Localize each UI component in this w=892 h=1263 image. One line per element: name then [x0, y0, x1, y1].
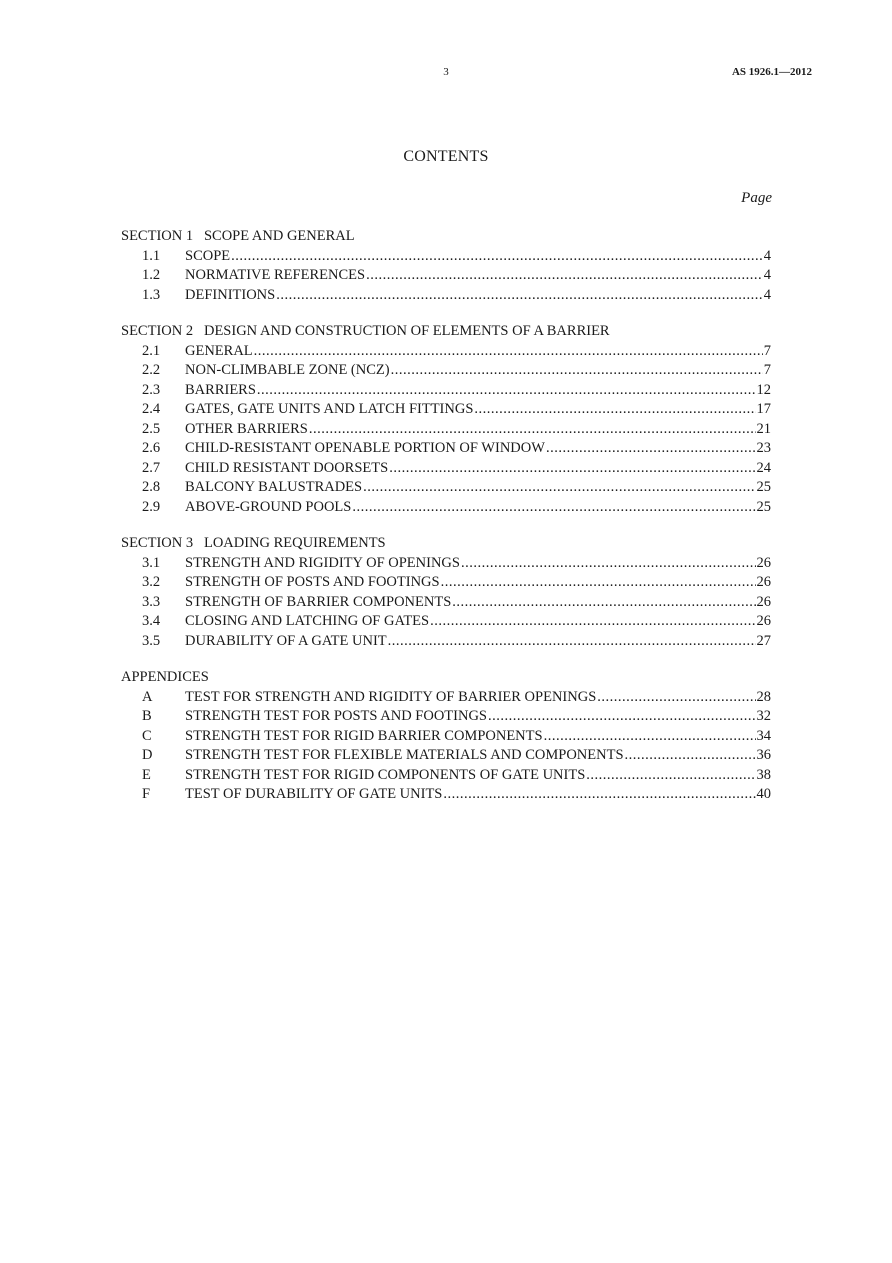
toc-entry-page: 4: [763, 267, 771, 283]
toc-entry[interactable]: [121, 439, 771, 459]
toc-entry-number: D: [142, 747, 153, 763]
toc-entry-title: ABOVE-GROUND POOLS: [185, 498, 352, 515]
toc-entry-number: 2.7: [142, 459, 161, 476]
dot-leader: [276, 286, 763, 306]
dot-leader: [443, 785, 755, 805]
toc-entry-title: CLOSING AND LATCHING OF GATES: [185, 613, 430, 629]
dot-leader: [586, 766, 755, 786]
toc-entry-title: CHILD-RESISTANT OPENABLE PORTION OF WINDOW: [185, 440, 545, 456]
toc-entry-number: 2.5: [142, 420, 161, 437]
toc-entry-page: 32: [756, 708, 771, 724]
toc-entry-number: 2.1: [142, 342, 161, 359]
dot-leader: [546, 439, 756, 459]
toc-entry-page: 17: [756, 401, 771, 417]
toc-entry-title: STRENGTH TEST FOR POSTS AND FOOTINGS: [185, 708, 488, 724]
toc-entry-title: DURABILITY OF A GATE UNIT: [185, 632, 387, 649]
toc-entry-title: NON-CLIMBABLE ZONE (NCZ): [185, 362, 390, 378]
dot-leader: [441, 573, 756, 593]
toc-entry-number: 3.4: [142, 613, 161, 629]
toc-entry[interactable]: [121, 688, 771, 708]
toc-entry-title: NORMATIVE REFERENCES: [185, 267, 366, 283]
toc-entry-number: E: [142, 766, 151, 783]
toc-entry-title: BALCONY BALUSTRADES: [185, 479, 363, 495]
toc-entry-number: 3.3: [142, 593, 161, 610]
toc-entry-page: 36: [756, 747, 771, 763]
toc-entry-title: STRENGTH TEST FOR RIGID COMPONENTS OF GATE UNITS: [185, 766, 586, 783]
toc-entry-title: STRENGTH OF BARRIER COMPONENTS: [185, 593, 452, 610]
toc-entry[interactable]: [121, 247, 771, 267]
dot-leader: [474, 400, 755, 420]
dot-leader: [388, 632, 756, 652]
toc-entry[interactable]: [121, 286, 771, 306]
toc-entry-page: 28: [756, 688, 771, 705]
toc-entry-number: 1.2: [142, 267, 161, 283]
dot-leader: [625, 746, 756, 766]
toc-entry-page: 7: [763, 362, 771, 378]
toc-entry-page: 26: [756, 613, 771, 629]
toc-entry-page: 4: [763, 247, 771, 264]
toc-entry-title: STRENGTH OF POSTS AND FOOTINGS: [185, 574, 440, 590]
toc-entry-number: 1.3: [142, 286, 161, 303]
toc-entry-title: STRENGTH TEST FOR FLEXIBLE MATERIALS AND COMPONENTS: [185, 747, 624, 763]
toc-group: [121, 668, 771, 805]
toc-entry-page: 25: [756, 479, 771, 495]
toc-entry[interactable]: [121, 381, 771, 401]
toc-entry-title: GATES, GATE UNITS AND LATCH FITTINGS: [185, 401, 474, 417]
dot-leader: [430, 612, 755, 632]
toc-entry-number: 2.2: [142, 362, 161, 378]
toc-entry-title: GENERAL: [185, 342, 253, 359]
toc-entry-page: 23: [756, 440, 771, 456]
toc-entry-number: 2.8: [142, 479, 161, 495]
toc-section-heading: APPENDICES: [121, 669, 209, 685]
toc-entry[interactable]: [121, 746, 771, 766]
toc-entry-title: OTHER BARRIERS: [185, 420, 308, 437]
toc-entry-page: 25: [756, 498, 771, 515]
toc-entry-title: STRENGTH TEST FOR RIGID BARRIER COMPONENTS: [185, 727, 543, 744]
dot-leader: [544, 727, 756, 747]
toc-entry[interactable]: [121, 727, 771, 747]
toc-entry[interactable]: [121, 612, 771, 632]
contents-title: CONTENTS: [403, 148, 489, 165]
toc-entry-page: 26: [756, 554, 771, 571]
toc-entry[interactable]: [121, 593, 771, 613]
toc-entry-page: 7: [763, 342, 771, 359]
toc-entry-number: 2.3: [142, 381, 161, 398]
toc-group: [121, 534, 771, 651]
toc-entry-number: 3.5: [142, 632, 161, 649]
toc-entry-page: 4: [763, 286, 771, 303]
dot-leader: [257, 381, 756, 401]
toc-entry-title: CHILD RESISTANT DOORSETS: [185, 459, 389, 476]
toc-entry[interactable]: [121, 400, 771, 420]
toc-entry-title: SCOPE: [185, 247, 231, 264]
toc-entry-number: B: [142, 708, 152, 724]
toc-entry-number: 3.1: [142, 554, 161, 571]
dot-leader: [389, 459, 755, 479]
toc-entry-title: BARRIERS: [185, 381, 256, 398]
toc-entry-page: 34: [756, 727, 771, 744]
toc-entry-page: 26: [756, 593, 771, 610]
toc-entry[interactable]: [121, 554, 771, 574]
toc-entry[interactable]: [121, 707, 771, 727]
toc-entry-page: 40: [756, 786, 771, 802]
table-of-contents: [121, 227, 771, 822]
page-column-label: Page: [741, 190, 772, 206]
document-id: AS 1926.1—2012: [731, 66, 812, 78]
toc-entry-number: C: [142, 727, 152, 744]
dot-leader: [366, 266, 763, 286]
page-number: 3: [443, 66, 449, 78]
toc-entry[interactable]: [121, 459, 771, 479]
toc-entry[interactable]: [121, 785, 771, 805]
toc-entry-page: 26: [756, 574, 771, 590]
toc-entry[interactable]: [121, 420, 771, 440]
toc-entry-page: 24: [756, 459, 771, 476]
toc-entry-page: 12: [756, 381, 771, 398]
toc-entry[interactable]: [121, 342, 771, 362]
dot-leader: [461, 554, 756, 574]
toc-entry-page: 38: [756, 766, 771, 783]
toc-entry-number: 1.1: [142, 247, 161, 264]
toc-group: [121, 227, 771, 305]
toc-entry[interactable]: [121, 498, 771, 518]
toc-entry-page: 27: [756, 632, 771, 649]
dot-leader: [452, 593, 755, 613]
toc-entry-number: 2.6: [142, 440, 161, 456]
toc-entry-number: F: [142, 786, 151, 802]
dot-leader: [363, 478, 755, 498]
toc-entry-page: 21: [756, 420, 771, 437]
toc-entry-title: STRENGTH AND RIGIDITY OF OPENINGS: [185, 554, 460, 571]
toc-entry[interactable]: [121, 266, 771, 286]
dot-leader: [488, 707, 755, 727]
dot-leader: [309, 420, 756, 440]
toc-entry-title: TEST OF DURABILITY OF GATE UNITS: [185, 786, 443, 802]
toc-entry-number: A: [142, 688, 153, 705]
toc-entry-number: 2.9: [142, 498, 161, 515]
toc-entry-title: TEST FOR STRENGTH AND RIGIDITY OF BARRIER OPENINGS: [185, 688, 597, 705]
dot-leader: [352, 498, 755, 518]
dot-leader: [391, 361, 763, 381]
toc-entry-number: 3.2: [142, 574, 161, 590]
dot-leader: [597, 688, 755, 708]
toc-entry[interactable]: [121, 361, 771, 381]
toc-section-heading: SECTION 3 LOADING REQUIREMENTS: [121, 535, 386, 551]
toc-entry[interactable]: [121, 766, 771, 786]
toc-entry[interactable]: [121, 478, 771, 498]
toc-entry-number: 2.4: [142, 401, 161, 417]
toc-section-heading: SECTION 2 DESIGN AND CONSTRUCTION OF ELEMENTS OF A BARRIER: [121, 323, 610, 339]
toc-group: [121, 322, 771, 517]
toc-entry-title: DEFINITIONS: [185, 286, 276, 303]
dot-leader: [231, 247, 763, 267]
dot-leader: [254, 342, 763, 362]
toc-section-heading: SECTION 1 SCOPE AND GENERAL: [121, 228, 355, 244]
toc-entry[interactable]: [121, 632, 771, 652]
toc-entry[interactable]: [121, 573, 771, 593]
